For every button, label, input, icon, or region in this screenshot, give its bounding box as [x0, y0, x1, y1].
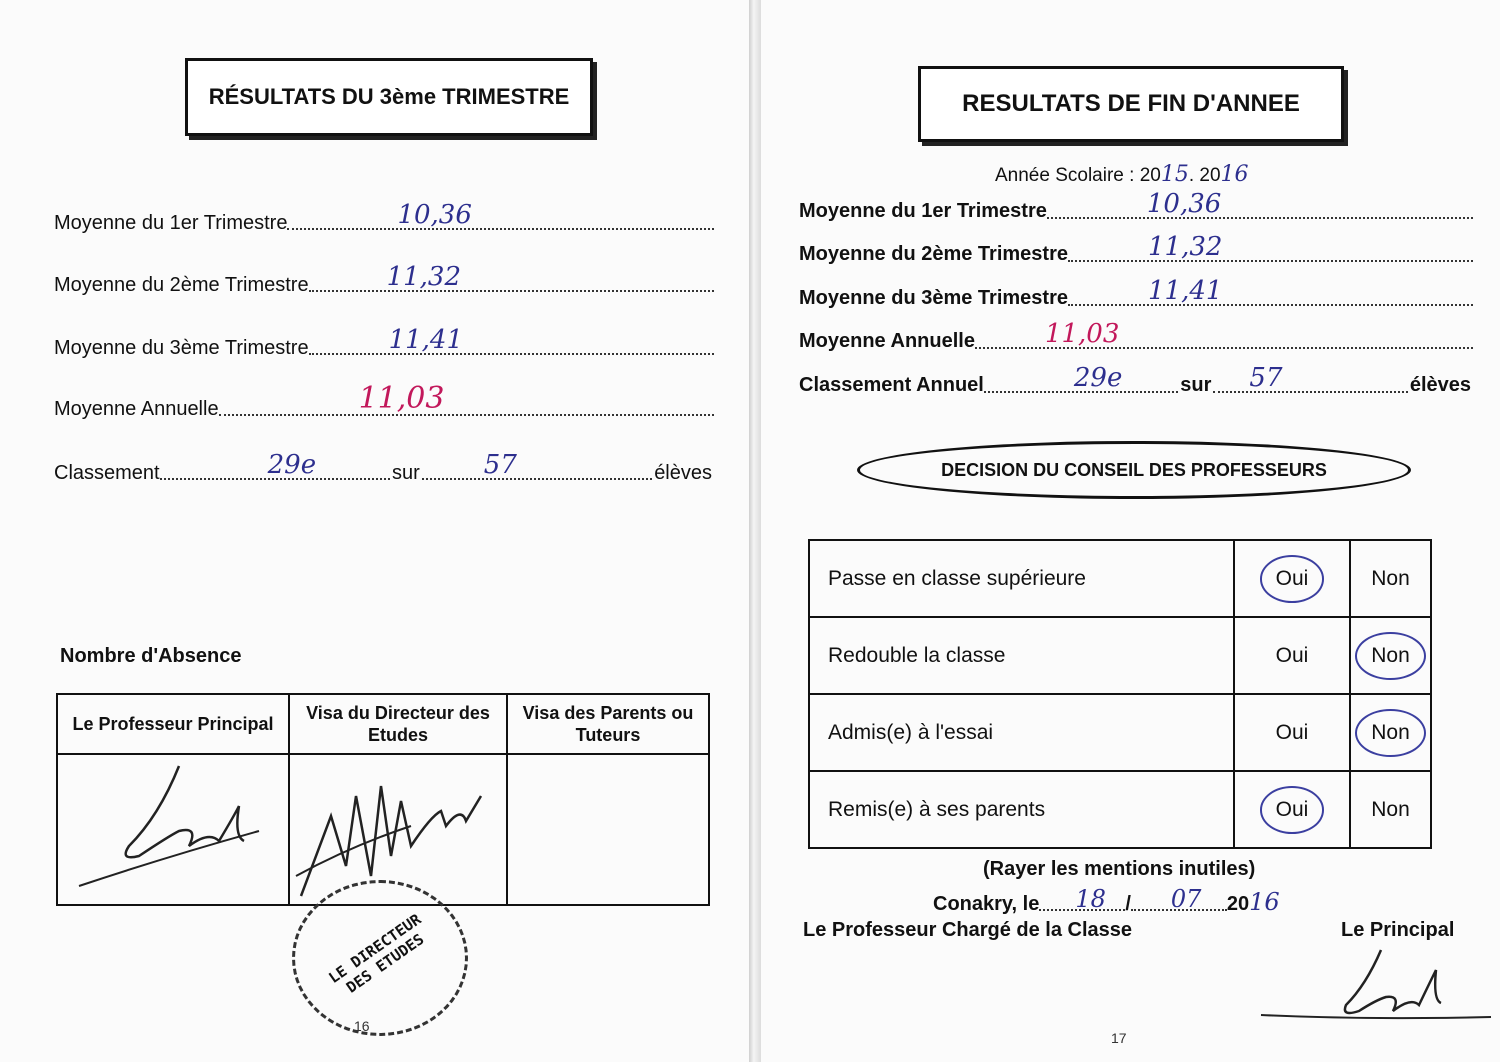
teacher-label: Le Professeur Chargé de la Classe: [803, 919, 1133, 941]
handwritten-year-end: 16: [1220, 162, 1249, 187]
decision-row: [809, 771, 1431, 848]
left-title: RÉSULTATS DU 3ème TRIMESTRE: [208, 84, 570, 109]
decision-label: Redouble la classe: [809, 617, 1234, 694]
handwritten-value: 11,41: [388, 325, 463, 355]
handwritten-value: 10,36: [1146, 189, 1222, 219]
right-page: [761, 0, 1500, 1062]
row-label: Moyenne du 1er Trimestre: [799, 200, 1047, 222]
handwritten-value: 11,41: [1147, 276, 1223, 306]
handwritten-rank: 29e: [267, 450, 317, 480]
right-row-avg3: [799, 276, 1473, 310]
handwritten-rank: 29e: [1073, 363, 1123, 393]
decision-label: Remis(e) à ses parents: [809, 771, 1234, 848]
teacher-signature-icon: [59, 756, 287, 898]
signature-table: [56, 693, 710, 906]
decision-row: [809, 694, 1431, 771]
decision-row: [809, 540, 1431, 617]
school-year: Année Scolaire : 2015. 2016: [995, 162, 1249, 187]
row-label: Moyenne Annuelle: [799, 330, 975, 352]
decision-label: Passe en classe supérieure: [809, 540, 1234, 617]
director-signature-icon: [291, 756, 505, 898]
sig-header-parents: Visa des Parents ou Tuteurs: [507, 694, 709, 754]
eleves-label: élèves: [654, 462, 712, 484]
handwritten-total: 57: [483, 450, 517, 480]
rank-label: Classement: [54, 462, 160, 484]
director-stamp: [292, 880, 468, 1036]
decision-table: [808, 539, 1432, 849]
place-label: Conakry, le: [933, 893, 1040, 915]
right-row-annual: [799, 319, 1473, 353]
eleves-label: élèves: [1409, 374, 1472, 396]
decision-yes: Oui: [1234, 617, 1350, 694]
decision-yes: [1234, 540, 1350, 617]
left-row-avg1: [54, 200, 714, 235]
circled-choice: Non: [1355, 632, 1426, 680]
principal-signature-icon: [1241, 945, 1500, 1035]
row-label: Moyenne du 2ème Trimestre: [799, 243, 1068, 265]
decision-label: Admis(e) à l'essai: [809, 694, 1234, 771]
handwritten-total: 57: [1249, 363, 1283, 393]
sur-label: sur: [1180, 374, 1212, 396]
handwritten-year: 16: [1249, 888, 1280, 916]
circled-choice: Non: [1355, 709, 1426, 757]
left-title-box: [185, 58, 593, 136]
left-page: [0, 0, 749, 1062]
left-row-avg3: [54, 325, 714, 360]
sig-header-teacher: Le Professeur Principal: [57, 694, 289, 754]
handwritten-value: 11,32: [1147, 232, 1223, 262]
row-label: Moyenne Annuelle: [54, 398, 219, 420]
sig-cell-teacher: [57, 754, 289, 905]
handwritten-month: 07: [1170, 885, 1202, 913]
decision-yes: [1234, 771, 1350, 848]
decision-no: [1350, 694, 1431, 771]
handwritten-value: 11,03: [1044, 319, 1120, 349]
absence-label: Nombre d'Absence: [60, 645, 242, 667]
left-row-rank: [54, 450, 714, 485]
left-row-avg2: [54, 262, 714, 297]
decision-title-ellipse: [857, 441, 1411, 499]
handwritten-value: 11,03: [358, 381, 445, 416]
circled-choice: Oui: [1260, 786, 1325, 834]
decision-no: Non: [1350, 771, 1431, 848]
right-title: RESULTATS DE FIN D'ANNEE: [962, 90, 1300, 117]
row-label: Moyenne du 1er Trimestre: [54, 212, 288, 234]
right-page-number: 17: [1111, 1030, 1127, 1046]
rank-label: Classement Annuel: [799, 374, 984, 396]
decision-title: DECISION DU CONSEIL DES PROFESSEURS: [941, 459, 1327, 480]
handwritten-value: 10,36: [397, 200, 472, 230]
right-row-avg2: [799, 232, 1473, 266]
handwritten-day: 18: [1075, 885, 1106, 913]
decision-no: [1350, 617, 1431, 694]
book-gutter: [749, 0, 761, 1062]
stamp-text: LE DIRECTEUR DES ETUDES: [325, 910, 428, 997]
right-title-box: [918, 66, 1344, 142]
note-text: (Rayer les mentions inutiles): [983, 858, 1256, 880]
row-label: Moyenne du 2ème Trimestre: [54, 274, 309, 296]
right-row-rank: [799, 363, 1473, 397]
row-label: Moyenne du 3ème Trimestre: [54, 337, 309, 359]
left-page-number: 16: [354, 1018, 370, 1034]
row-label: Moyenne du 3ème Trimestre: [799, 287, 1068, 309]
left-row-annual: [54, 381, 714, 421]
right-row-avg1: [799, 189, 1473, 223]
handwritten-value: 11,32: [386, 262, 461, 292]
sig-cell-parents: [507, 754, 709, 905]
sig-header-director: Visa du Directeur des Etudes: [289, 694, 507, 754]
sur-label: sur: [392, 462, 420, 484]
decision-yes: Oui: [1234, 694, 1350, 771]
decision-no: Non: [1350, 540, 1431, 617]
circled-choice: Oui: [1260, 555, 1325, 603]
place-date: Conakry, le 18 / 07 20 16: [933, 885, 1280, 916]
principal-label: Le Principal: [1341, 919, 1455, 941]
handwritten-year-start: 15: [1160, 162, 1189, 187]
decision-row: [809, 617, 1431, 694]
